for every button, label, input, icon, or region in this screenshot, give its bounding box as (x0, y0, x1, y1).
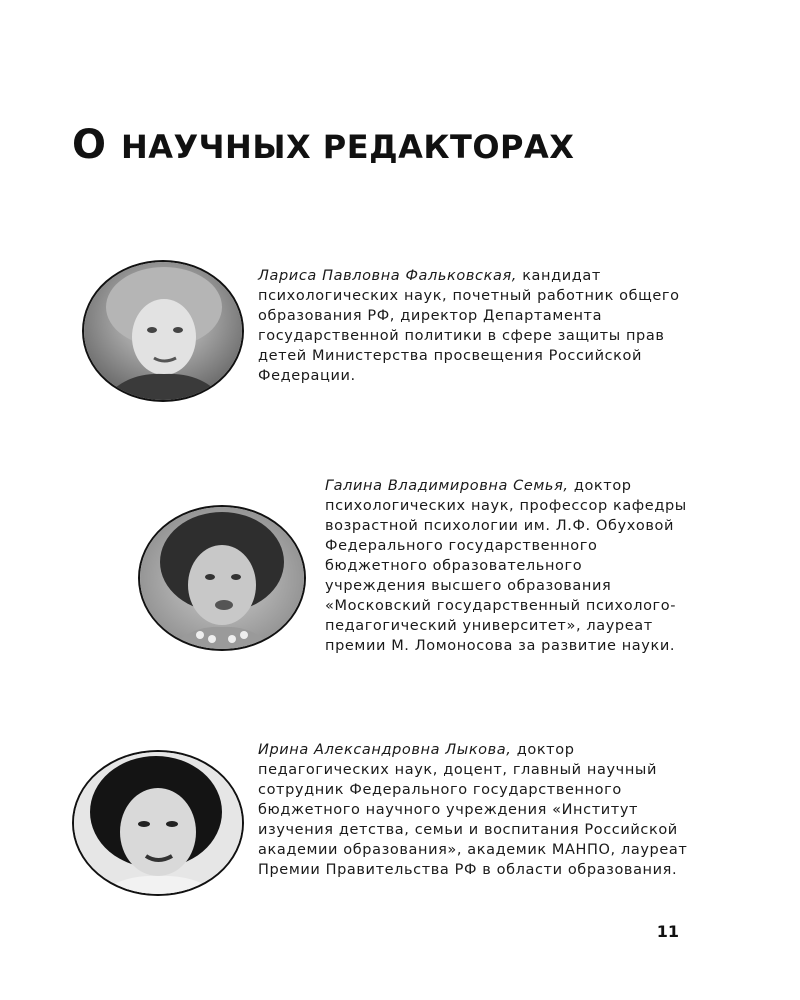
page-number: 11 (656, 922, 679, 941)
editor-name-1: Лариса Павловна Фальковская, (258, 268, 517, 284)
editor-description-1: кандидат психологических наук, почетный работник общего образования РФ, директор Департамента государственной политики в сфере защиты прав детей Министерства просвещения Российской Федерации. (258, 268, 680, 384)
editor-photo-2 (138, 505, 306, 651)
editor-name-3: Ирина Александровна Лыкова, (258, 742, 512, 758)
editor-bio-2 (325, 476, 687, 656)
title-first-letter: О (72, 122, 107, 168)
portrait-photo-3 (74, 752, 242, 894)
title-rest: НАУЧНЫХ РЕДАКТОРАХ (120, 128, 575, 166)
editor-photo-3 (72, 750, 244, 896)
portrait-photo-2 (140, 507, 304, 649)
editor-description-3: доктор педагогических наук, доцент, главный научный сотрудник Федерального государственного бюджетного научного учреждения «Институт изучения детства, семьи и воспитания Российской академии образования», академик МАНПО, лауреат Премии Правительства РФ в области образования. (258, 742, 688, 878)
editor-bio-3 (258, 740, 688, 880)
editor-bio-1 (258, 266, 688, 386)
portrait-photo-1 (84, 262, 242, 400)
editor-name-2: Галина Владимировна Семья, (325, 478, 569, 494)
editor-description-2: доктор психологических наук, профессор кафедры возрастной психологии им. Л.Ф. Обуховой Федерального государственного бюджетного образовательного учреждения высшего образования «Московский государственный психолого-педагогический университет», лауреат премии М. Ломоносова за развитие науки. (325, 478, 687, 654)
editor-photo-1 (82, 260, 244, 402)
page-title (72, 122, 574, 168)
